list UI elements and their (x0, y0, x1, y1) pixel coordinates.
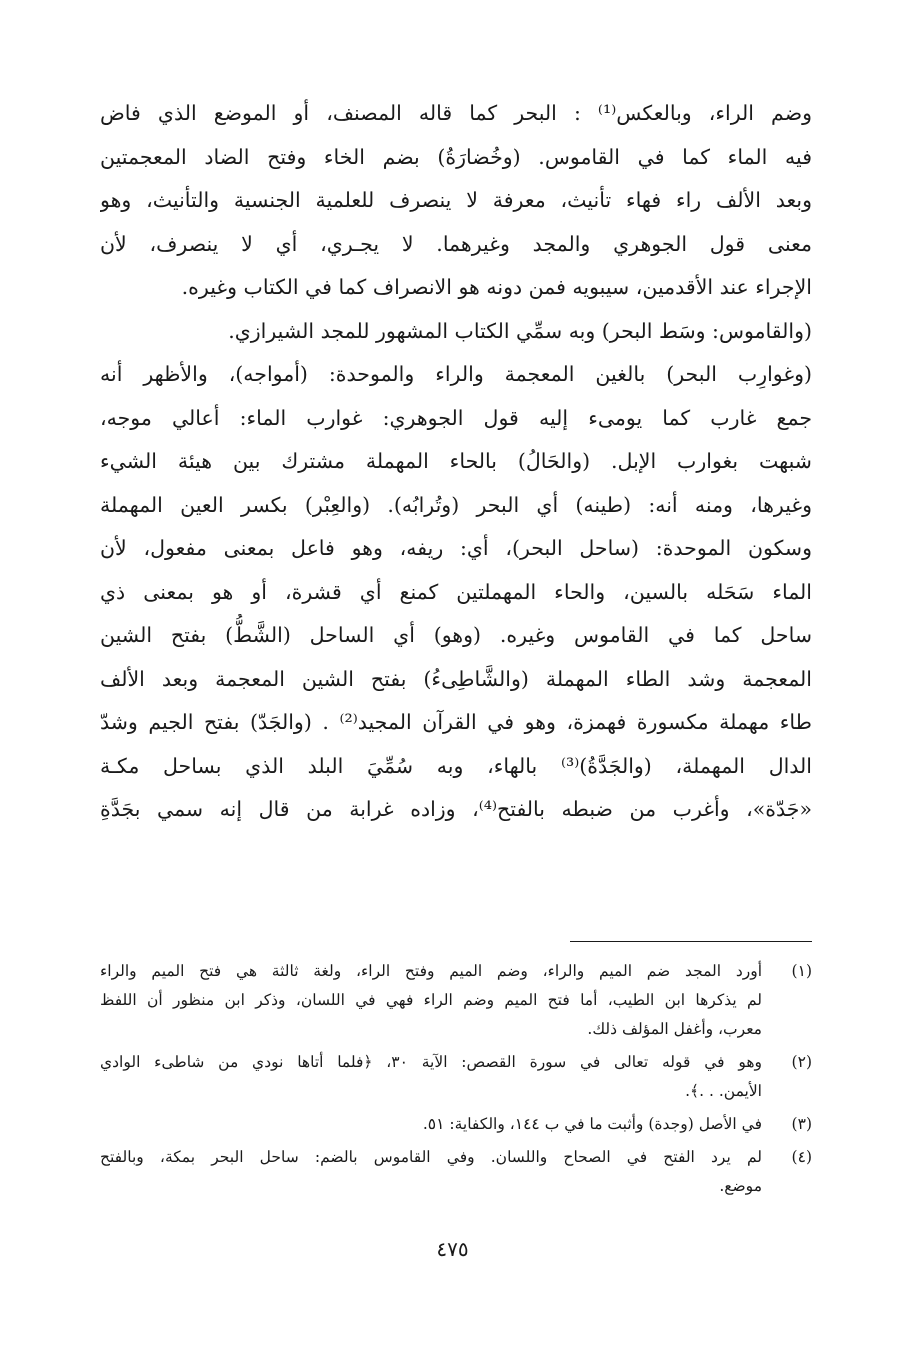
main-text-line: (وغوارِب البحر) بالغين المعجمة والراء والموحدة: (أمواجه)، والأظهر أنه (100, 362, 812, 386)
main-text-line: وسكون الموحدة: (ساحل البحر)، أي: ريفه، وهو فاعل بمعنى مفعول، لأن (100, 536, 812, 560)
main-text-block (100, 92, 812, 832)
main-text-line: وبعد الألف راء فهاء تأنيث، معرفة لا ينصرف للعلمية الجنسية والتأنيث، وهو (100, 188, 812, 212)
footnote-number: (١) (791, 962, 812, 980)
main-text-line: الإجراء عند الأقدمين، سيبويه فمن دونه هو الانصراف كما في الكتاب وغيره. (181, 275, 812, 299)
footnote (100, 1048, 812, 1106)
footnote-body (100, 1110, 762, 1139)
footnote-body (100, 1143, 762, 1201)
main-text-line: الماء سَحَله بالسين، والحاء المهملتين كمنع أي قشرة، أو هو بمعنى ذي (100, 579, 812, 604)
footnote (100, 957, 812, 1044)
main-text-line: ساحل كما في القاموس وغيره. (وهو) أي الساحل (الشَّطُّ) بفتح الشين (100, 623, 812, 647)
main-text-line: معنى قول الجوهري والمجد وغيرهما. لا يجـري، أي لا ينصرف، لأن (100, 231, 812, 256)
footnote-number: (٢) (791, 1053, 812, 1071)
footnote-line: موضع. (719, 1177, 762, 1195)
footnote (100, 1110, 812, 1139)
footnote-line: في الأصل (وجدة) وأثبت ما في ب ١٤٤، والكفاية: ٥١. (422, 1115, 762, 1133)
main-text-line: الدال المهملة، (والجَدَّةُ)⁽³⁾ بالهاء، وبه سُمِّيَ البلد الذي بساحل مكـة (100, 753, 812, 778)
footnote-line: وهو في قوله تعالى في سورة القصص: الآية ٣٠، ﴿فلما أتاها نودي من شاطىء الوادي (100, 1053, 762, 1071)
footnote (100, 1143, 812, 1201)
footnote-line: الأيمن. . .﴾. (685, 1082, 762, 1100)
footnote-number: (٣) (791, 1115, 812, 1133)
main-text-line: «جَدّة»، وأغرب من ضبطه بالفتح⁽⁴⁾، وزاده غرابة من قال إنه سمي بجَدَّةِ (100, 797, 812, 821)
main-text-line: طاء مهملة مكسورة فهمزة، وهو في القرآن المجيد⁽²⁾ . (والجَدّ) بفتح الجيم وشدّ (100, 710, 812, 734)
footnote-line: لم يرد الفتح في الصحاح واللسان. وفي القاموس بالضم: ساحل البحر بمكة، وبالفتح (100, 1148, 762, 1166)
main-text-line: المعجمة وشد الطاء المهملة (والشَّاطِىءُ) بفتح الشين المعجمة وبعد الألف (100, 666, 812, 691)
main-text-line: وغيرها، ومنه أنه: (طينه) أي البحر (وتُرابُه). (والعِبْر) بكسر العين المهملة (100, 492, 812, 517)
footnotes-section (100, 957, 812, 1205)
main-text-line: شبهت بغوارب الإبل. (والحَالُ) بالحاء المهملة مشترك بين هيئة الشيء (100, 449, 812, 473)
footnote-body (100, 1048, 762, 1106)
footnote-line: أورد المجد ضم الميم والراء، وضم الميم وفتح الراء، ولغة ثالثة هي فتح الميم والراء (100, 962, 762, 980)
footnote-line: لم يذكرها ابن الطيب، أما فتح الميم وضم الراء فهي في اللسان، وذكر ابن منظور أن اللفظ (100, 991, 762, 1009)
footnote-body (100, 957, 762, 1044)
footnote-number: (٤) (791, 1148, 812, 1166)
footnote-separator (570, 941, 812, 942)
main-text-line: (والقاموس: وسَط البحر) وبه سمِّي الكتاب المشهور للمجد الشيرازي. (228, 318, 812, 343)
page-number: ٤٧٥ (436, 1237, 469, 1261)
main-text-line: وضم الراء، وبالعكس⁽¹⁾ : البحر كما قاله المصنف، أو الموضع الذي فاض (100, 101, 812, 125)
main-text-line: فيه الماء كما في القاموس. (وخُضارَةُ) بضم الخاء وفتح الضاد المعجمتين (100, 144, 812, 169)
footnote-line: معرب، وأغفل المؤلف ذلك. (587, 1020, 762, 1038)
main-text-line: جمع غارب كما يومىء إليه قول الجوهري: غوارب الماء: أعالي موجه، (100, 405, 812, 430)
